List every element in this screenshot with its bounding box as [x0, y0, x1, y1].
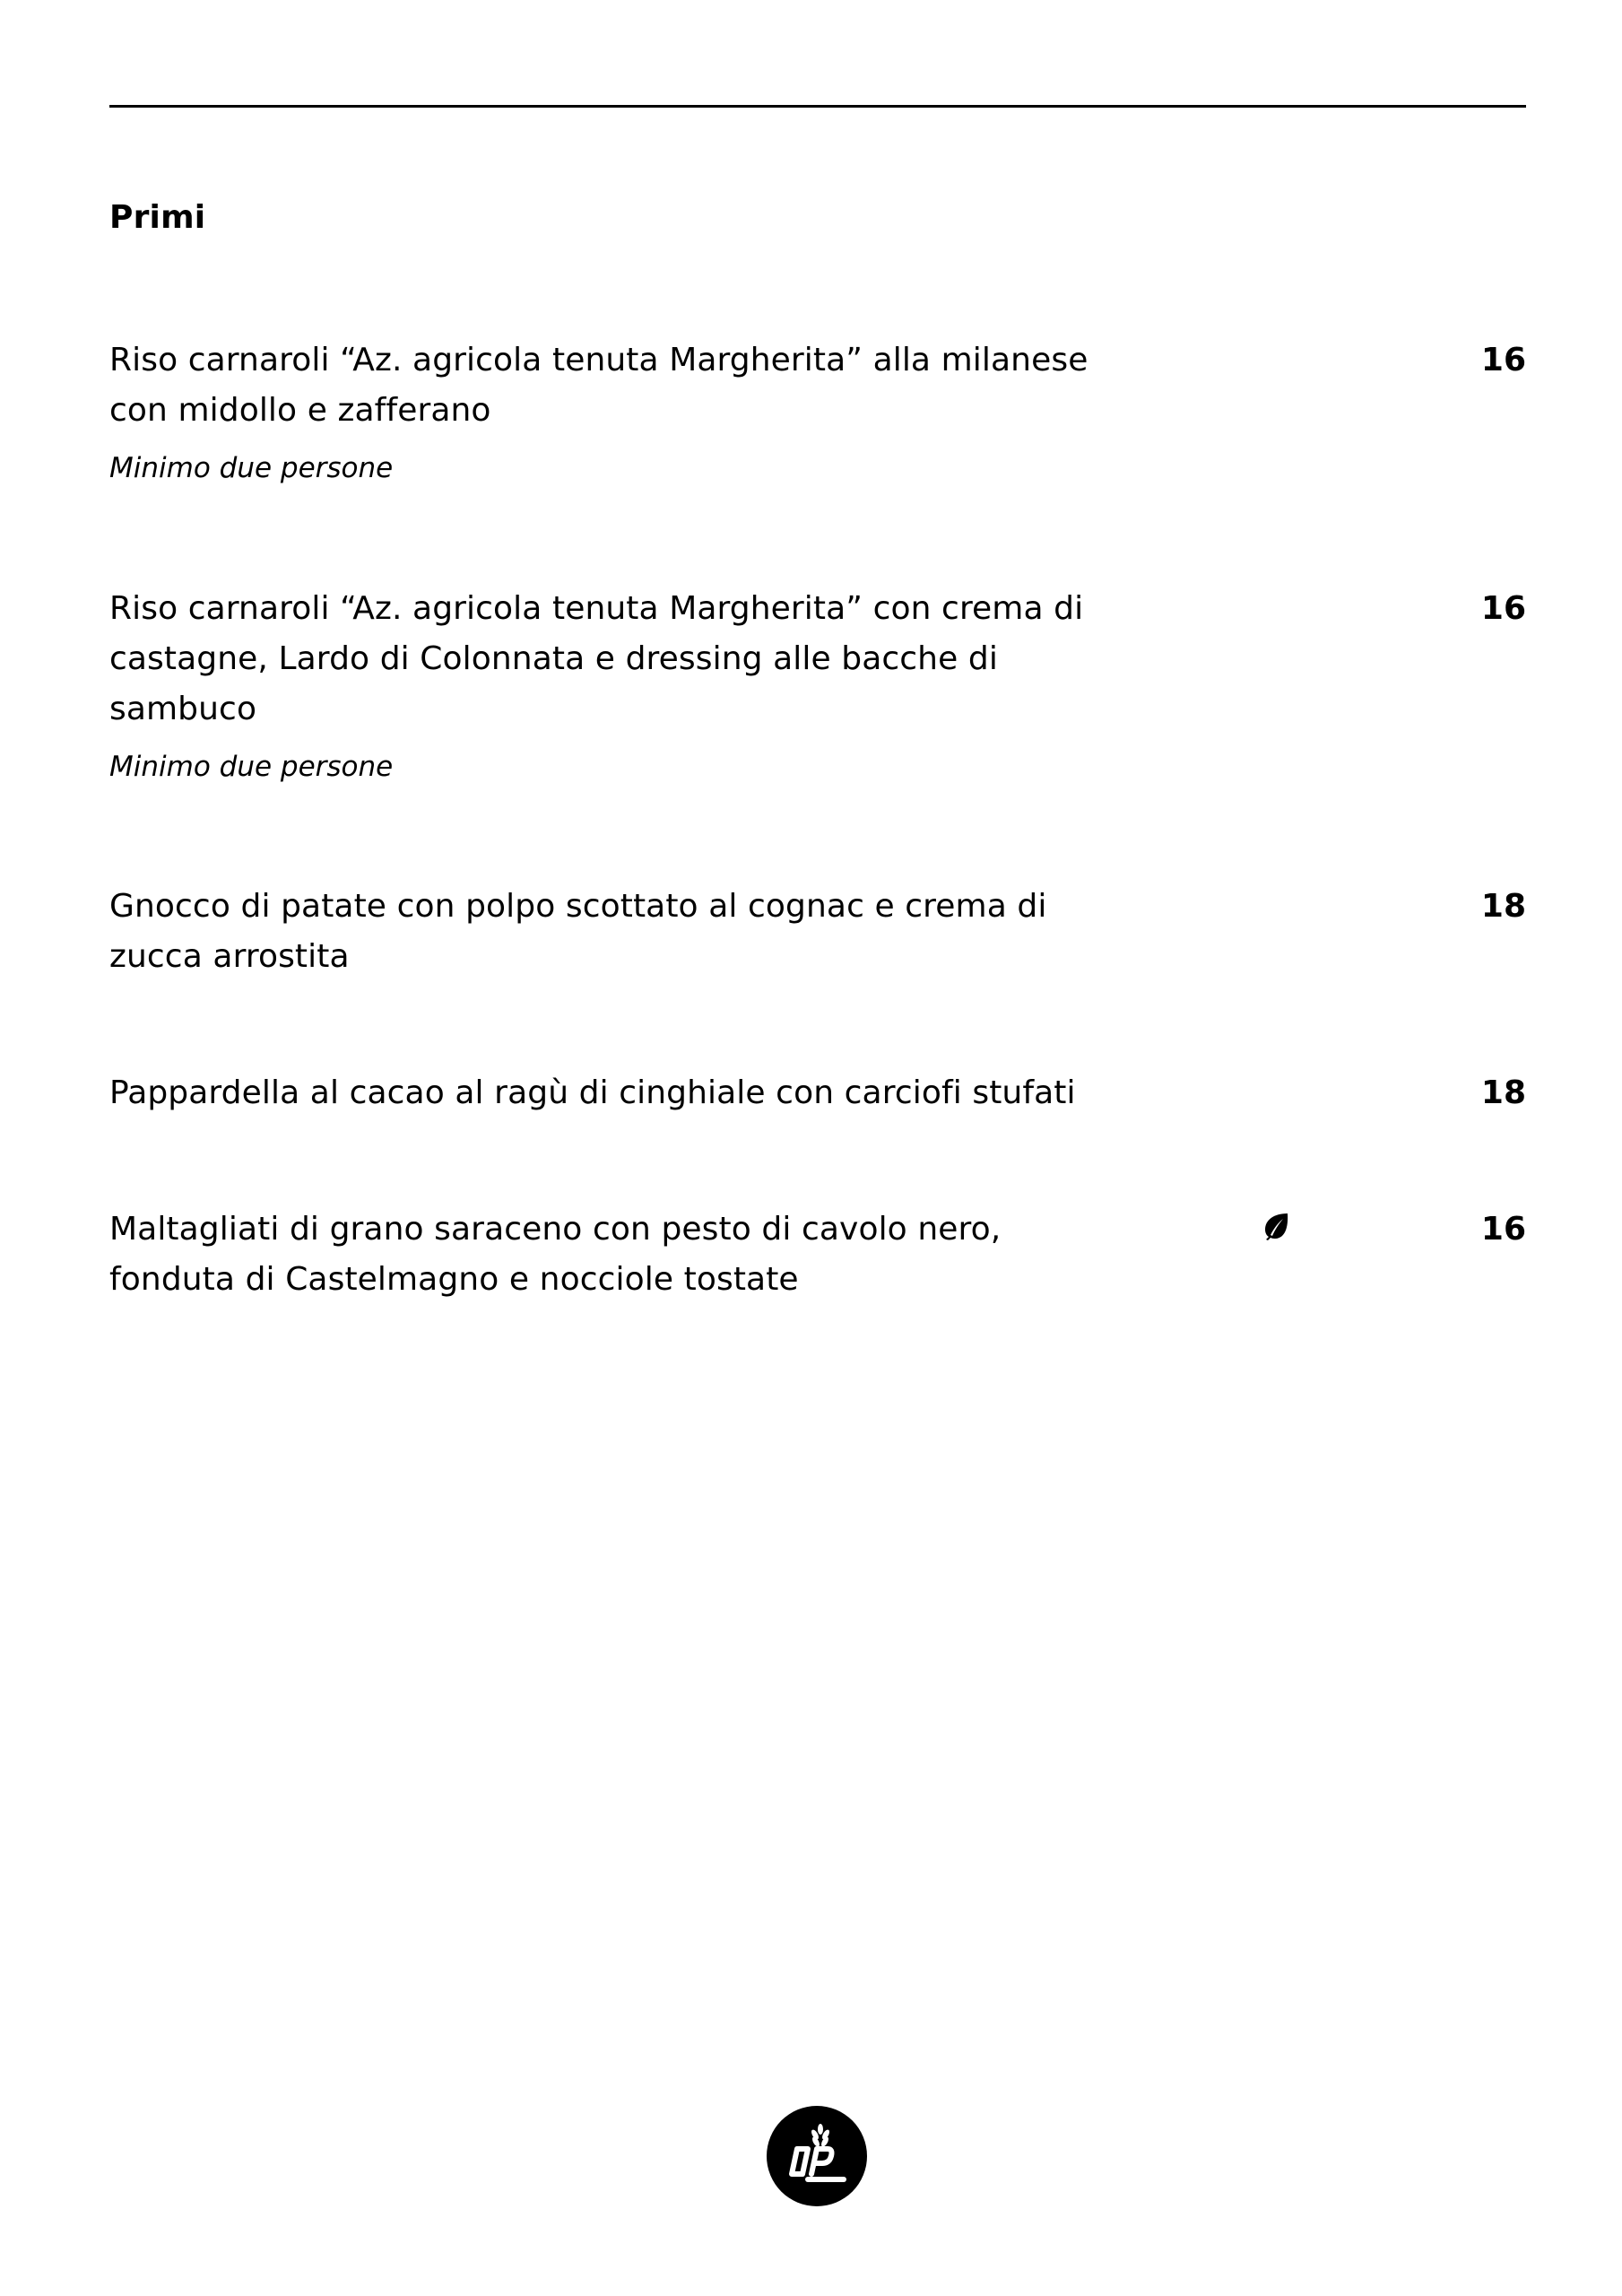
section-title: Primi	[109, 199, 206, 236]
menu-item-price: 18	[1480, 1074, 1526, 1111]
menu-item-note: Minimo due persone	[109, 452, 394, 484]
menu-item	[109, 584, 1526, 785]
menu-item-name: Riso carnaroli “Az. agricola tenuta Margherita” con crema di castagne, Lardo di Colonnata e dressing alle bacche di sambuco	[109, 590, 1084, 727]
menu-item-price: 16	[1480, 1211, 1526, 1248]
menu-item-name: Pappardella al cacao al ragù di cinghiale con carciofi stufati	[109, 1074, 1076, 1111]
menu-item-price: 18	[1480, 888, 1526, 925]
leaf-icon	[1262, 1212, 1290, 1240]
logo-icon	[767, 2106, 867, 2206]
menu-item	[109, 882, 1526, 982]
menu-item-name: Maltagliati di grano saraceno con pesto di cavolo nero, fonduta di Castelmagno e nocciole tostate	[109, 1211, 1002, 1298]
menu-item	[109, 335, 1526, 486]
menu-item	[109, 1205, 1526, 1305]
menu-item-name: Riso carnaroli “Az. agricola tenuta Margherita” alla milanese con midollo e zafferano	[109, 342, 1089, 429]
menu-item-price: 16	[1480, 342, 1526, 378]
menu-item-name: Gnocco di patate con polpo scottato al cognac e crema di zucca arrostita	[109, 888, 1047, 975]
menu-item	[109, 1068, 1526, 1118]
menu-item-note: Minimo due persone	[109, 751, 394, 783]
top-divider	[109, 105, 1526, 108]
menu-item-price: 16	[1480, 590, 1526, 627]
